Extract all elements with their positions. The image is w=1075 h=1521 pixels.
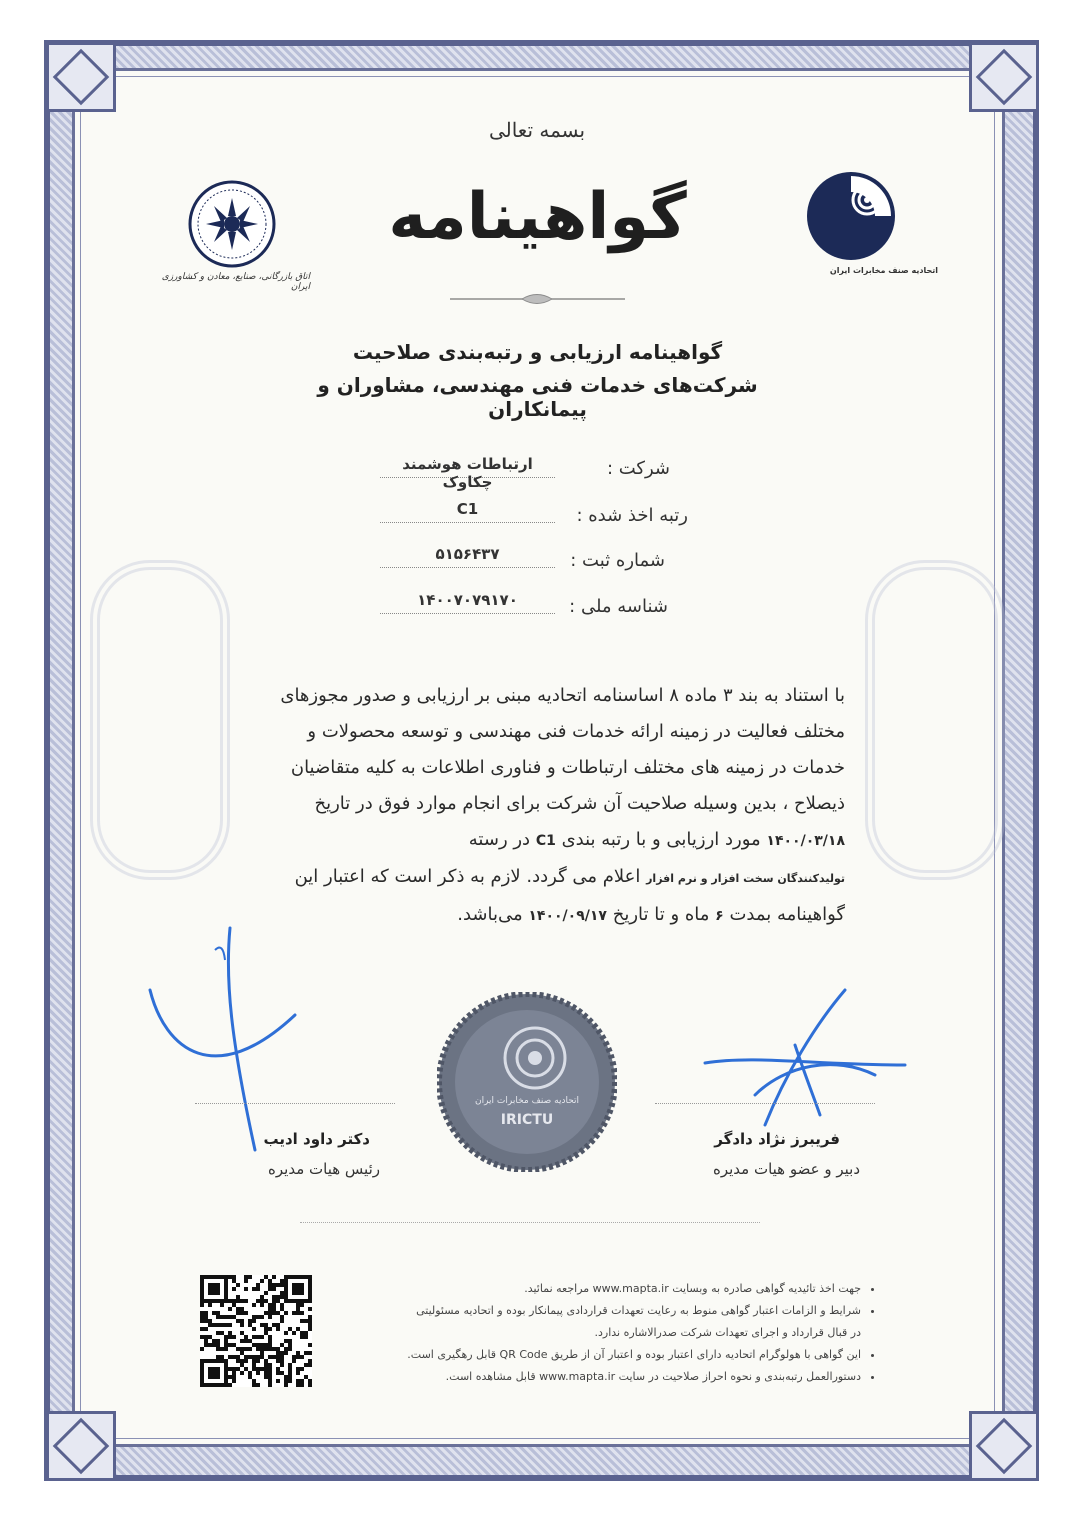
body-line: مختلف فعالیت در زمینه ارائه خدمات فنی مهندسی و توسعه محصولات و — [307, 721, 845, 742]
grade-fill: C1 — [535, 833, 556, 849]
body-text-fragment: در رسته — [468, 829, 531, 850]
signature-line — [195, 1103, 395, 1104]
body-text-fragment: گواهینامه بمدت — [729, 904, 845, 925]
months-fill: ۶ — [715, 908, 724, 924]
note-item: • شرایط و الزامات اعتبار گواهی منوط به رعایت تعهدات قراردادی پیمانکار بوده و اتحادیه مسئولیتی — [330, 1300, 861, 1322]
body-line — [230, 822, 845, 859]
body-text-fragment: می‌باشد. — [457, 904, 523, 925]
national-id-value: ۱۴۰۰۷۰۷۹۱۷۰ — [380, 591, 555, 614]
side-ornament — [90, 560, 230, 880]
note-item: در قبال قرارداد و اجرای تعهدات شرکت صدرالاشاره ندارد. — [594, 1326, 861, 1339]
certificate-title: گواهینامه — [388, 180, 687, 254]
subtitle-line-1: گواهینامه ارزیابی و رتبه‌بندی صلاحیت — [352, 340, 723, 364]
body-line: ذیصلاح ، بدین وسیله صلاحیت آن شرکت برای انجام موارد فوق در تاریخ — [314, 793, 845, 814]
subtitle-line-2: شرکت‌های خدمات فنی مهندسی، مشاوران و پیمانکاران — [317, 373, 758, 421]
grade-value: C1 — [380, 500, 555, 523]
corner-ornament — [46, 1411, 116, 1481]
chamber-logo — [188, 180, 276, 268]
left-signer-role: رئیس هیات مدیره — [268, 1160, 380, 1178]
title-ornament — [450, 292, 625, 306]
left-signer-name: دکتر داود ادیب — [263, 1130, 370, 1148]
registration-number-value: ۵۱۵۶۴۳۷ — [380, 545, 555, 568]
note-item: • دستورالعمل رتبه‌بندی و نحوه احراز صلاحیت در سایت www.mapta.ir قابل مشاهده است. — [330, 1366, 861, 1388]
evaluation-date: ۱۴۰۰/۰۳/۱۸ — [766, 833, 845, 849]
corner-ornament — [969, 42, 1039, 112]
company-value: ارتباطات هوشمند چکاوک — [380, 455, 555, 478]
right-signer-name: فریبرز نژاد دادگر — [714, 1130, 840, 1148]
company-label: شرکت : — [606, 458, 670, 479]
certificate-body — [230, 678, 845, 934]
registration-number-label: شماره ثبت : — [570, 550, 665, 571]
national-id-label: شناسه ملی : — [569, 596, 668, 617]
corner-ornament — [46, 42, 116, 112]
divider — [300, 1222, 760, 1223]
corner-ornament — [969, 1411, 1039, 1481]
right-signer-role: دبیر و عضو هیات مدیره — [712, 1160, 860, 1178]
body-text-fragment: اعلام می گردد. لازم به ذکر است که اعتبار این — [294, 866, 641, 887]
expiry-date: ۱۴۰۰/۰۹/۱۷ — [528, 908, 607, 924]
hologram-seal — [437, 992, 617, 1172]
body-text-fragment: مورد ارزیابی و با رتبه بندی — [561, 829, 761, 850]
note-item: • جهت اخذ تائیدیه گواهی صادره به وبسایت www.mapta.ir مراجعه نمائید. — [330, 1278, 861, 1300]
irictu-logo-caption: اتحادیه صنف مخابرات ایران — [829, 266, 938, 275]
right-signature — [695, 985, 915, 1135]
bismillah: بسمه تعالی — [488, 118, 586, 142]
side-ornament — [865, 560, 1005, 880]
body-line — [230, 859, 845, 897]
body-text-fragment: ماه و تا تاریخ — [612, 904, 710, 925]
seal-text: اتحادیه صنف مخابرات ایران — [474, 1096, 580, 1106]
category-fill: تولیدکنندگان سخت افزار و نرم افزار — [646, 872, 845, 885]
body-line — [230, 897, 845, 934]
chamber-logo-caption: اتاق بازرگانی، صنایع، معادن و کشاورزی ایران — [161, 272, 310, 292]
grade-label: رتبه اخذ شده : — [576, 505, 688, 526]
note-item: • این گواهی با هولوگرام اتحادیه دارای اعتبار بوده و اعتبار آن از طریق QR Code قابل رهگیری است. — [330, 1344, 861, 1366]
qr-code[interactable] — [200, 1275, 312, 1387]
irictu-logo — [805, 170, 897, 262]
signature-line — [655, 1103, 875, 1104]
footer-notes — [330, 1278, 875, 1388]
seal-abbreviation: IRICTU — [500, 1112, 554, 1128]
left-signature — [145, 920, 305, 1160]
body-line: خدمات در زمینه های مختلف ارتباطات و فناوری اطلاعات به کلیه متقاضیان — [290, 757, 845, 778]
body-line: با استناد به بند ۳ ماده ۸ اساسنامه اتحادیه مبنی بر ارزیابی و صدور مجوزهای — [280, 685, 845, 706]
